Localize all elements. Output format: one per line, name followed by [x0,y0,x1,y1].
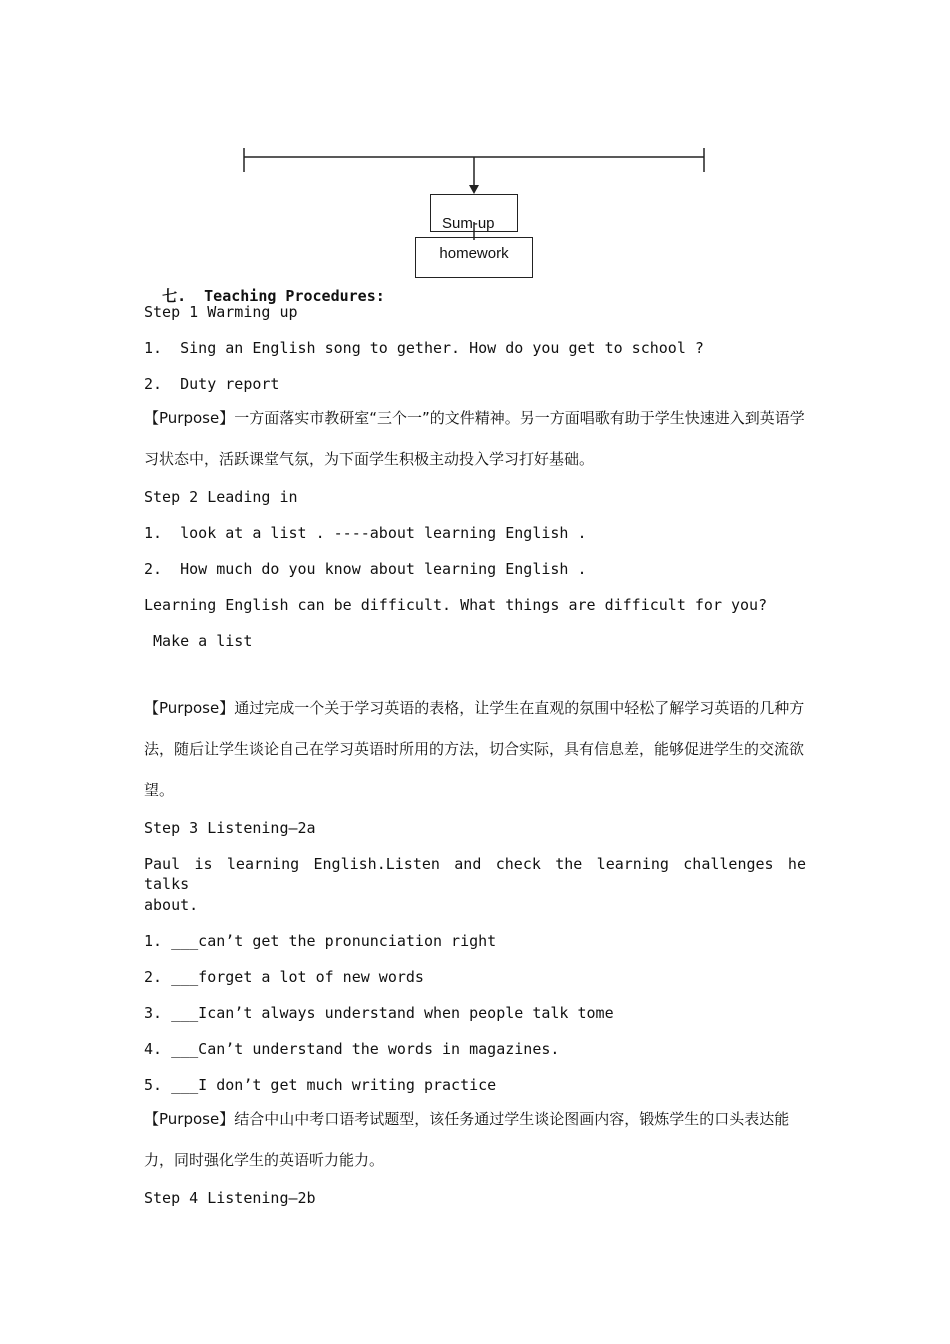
step3-intro-line-1: Paul is learning English.Listen and check the learning challenges he talks [144,855,806,893]
purpose-tag: 【Purpose】 [144,409,235,427]
step1-item-2: 2. Duty report [144,375,280,393]
step2-purpose [144,688,806,811]
purpose-tag: 【Purpose】 [144,699,235,717]
section-heading: 七. Teaching Procedures: [162,287,385,305]
step3-item-1: 1. ___can’t get the pronunciation right [144,932,497,950]
step2-item-1: 1. look at a list . ----about learning English . [144,524,587,542]
homework-label: homework [439,245,509,262]
step2-line-3: Learning English can be difficult. What things are difficult for you? [144,596,768,614]
step1-title: Step 1 Warming up [144,303,298,321]
step3-purpose [144,1099,806,1181]
step1-item-1: 1. Sing an English song to gether. How do you get to school ? [144,339,704,357]
step1-purpose [144,398,806,480]
sum-up-label: Sum-up [442,215,495,232]
purpose-text: 通过完成一个关于学习英语的表格，让学生在直观的氛围中轻松了解学习英语的几种方法，随后让学生谈论自己在学习英语时所用的方法，切合实际，具有信息差，能够促进学生的交流欲望。 [144,699,805,799]
step3-item-3: 3. ___Ican’t always understand when people talk tome [144,1004,614,1022]
step3-item-2: 2. ___forget a lot of new words [144,968,424,986]
purpose-text: 结合中山中考口语考试题型，该任务通过学生谈论图画内容，锻炼学生的口头表达能力，同时强化学生的英语听力能力。 [144,1110,790,1169]
step3-item-4: 4. ___Can’t understand the words in magazines. [144,1040,560,1058]
step2-item-2: 2. How much do you know about learning English . [144,560,587,578]
step3-title: Step 3 Listening—2a [144,819,316,837]
step2-line-4: Make a list [144,632,253,650]
box-connector [0,0,950,300]
step4-title: Step 4 Listening—2b [144,1189,316,1207]
step3-item-5: 5. ___I don’t get much writing practice [144,1076,497,1094]
purpose-tag: 【Purpose】 [144,1110,235,1128]
step2-title: Step 2 Leading in [144,488,298,506]
purpose-text: 一方面落实市教研室“三个一”的文件精神。另一方面唱歌有助于学生快速进入到英语学习状态中，活跃课堂气氛，为下面学生积极主动投入学习打好基础。 [144,409,805,468]
step3-intro-line-2: about. [144,896,199,914]
